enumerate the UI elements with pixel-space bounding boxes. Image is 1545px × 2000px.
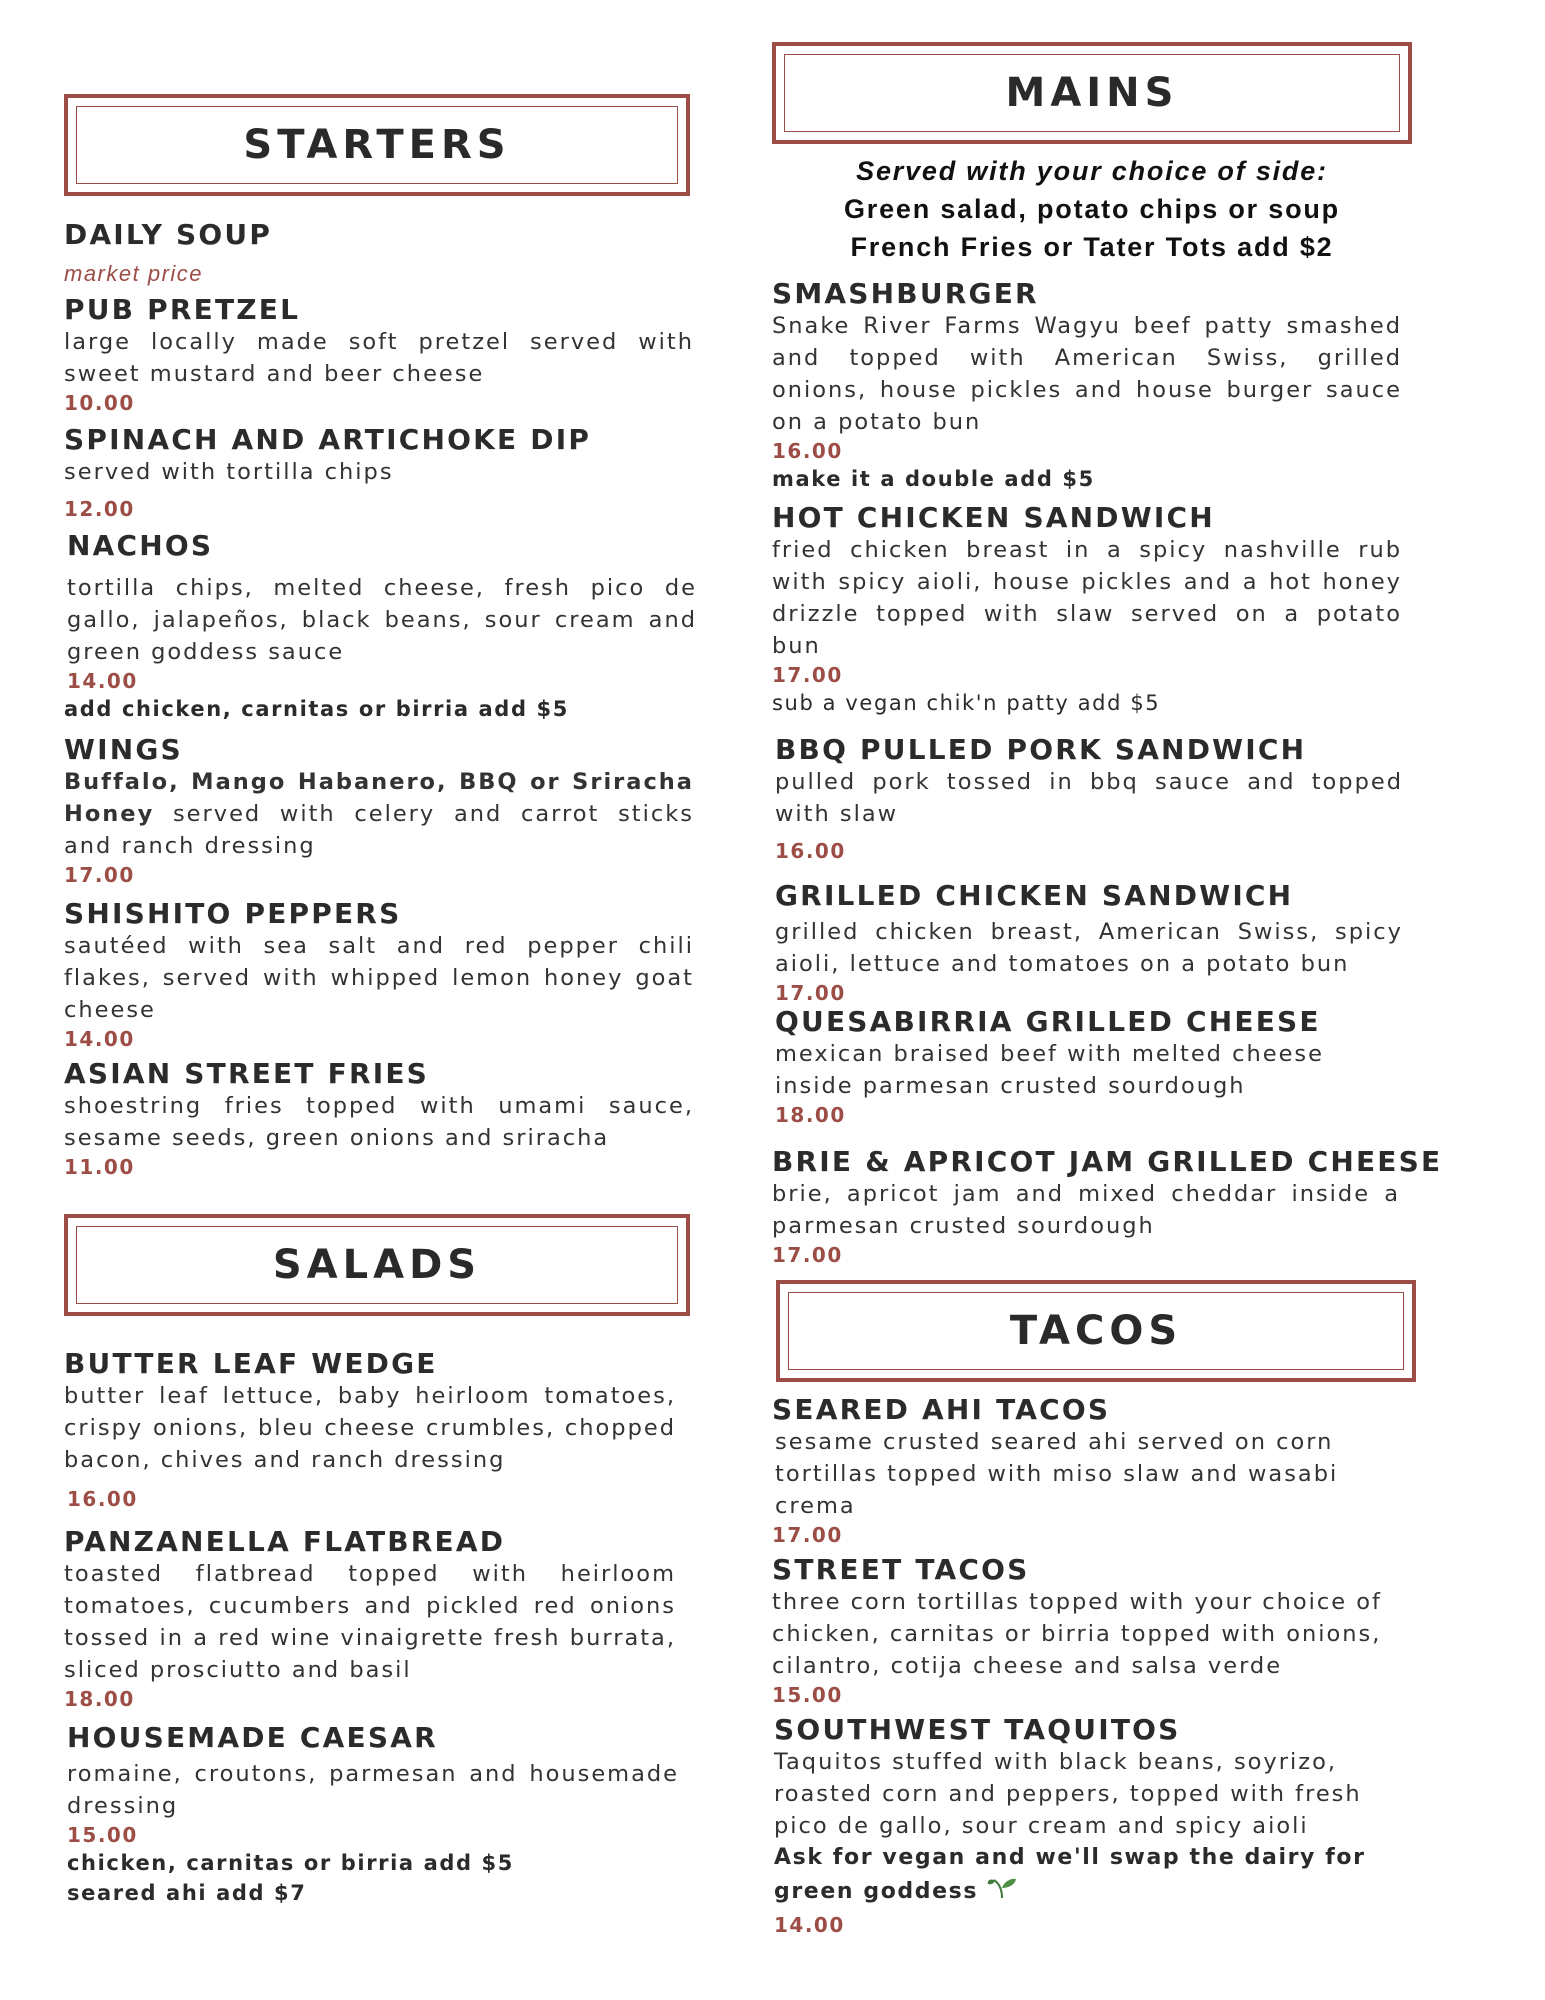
item-description: tortilla chips, melted cheese, fresh pico de gallo, jalapeños, black beans, sour cream and green goddess sauce	[67, 575, 697, 665]
item-description: romaine, croutons, parmesan and housemade dressing	[67, 1761, 679, 1819]
item-price: 17.00	[772, 1243, 843, 1267]
item-addon: make it a double add $5	[772, 467, 1095, 491]
item-name: GRILLED CHICKEN SANDWICH	[775, 879, 1294, 912]
menu-item-shishito	[64, 898, 694, 1052]
item-description: sautéed with sea salt and red pepper chili flakes, served with whipped lemon honey goat cheese	[64, 933, 694, 1023]
wing-description: served with celery and carrot sticks and ranch dressing	[64, 801, 694, 859]
item-name: PUB PRETZEL	[64, 293, 301, 326]
menu-item-spinach-dip	[64, 424, 694, 522]
item-price: 18.00	[64, 1687, 135, 1711]
section-title: SALADS	[272, 1242, 482, 1288]
item-description: served with tortilla chips	[64, 459, 394, 485]
menu-item-bbq-pork	[775, 734, 1403, 864]
side-note-line: Served with your choice of side:	[856, 156, 1328, 186]
item-name: NACHOS	[67, 529, 214, 562]
item-price: 15.00	[772, 1683, 843, 1707]
item-name: SPINACH AND ARTICHOKE DIP	[64, 423, 592, 456]
item-addon: add chicken, carnitas or birria add $5	[64, 697, 569, 721]
mains-header	[772, 42, 1412, 144]
item-price: 18.00	[775, 1103, 846, 1127]
menu-item-quesabirria	[775, 1006, 1403, 1128]
menu-item-wings	[64, 734, 694, 888]
item-price: 10.00	[64, 391, 135, 415]
item-description: sesame crusted seared ahi served on corn tortillas topped with miso slaw and wasabi crema	[775, 1429, 1339, 1519]
item-price: 16.00	[67, 1487, 138, 1511]
menu-item-pub-pretzel	[64, 294, 694, 416]
item-description: large locally made soft pretzel served with sweet mustard and beer cheese	[64, 329, 694, 387]
item-description: toasted flatbread topped with heirloom tomatoes, cucumbers and pickled red onions tossed in a red wine vinaigrette fresh burrata, sliced prosciutto and basil	[64, 1561, 676, 1683]
menu-item-ahi-tacos	[772, 1394, 1372, 1548]
menu-item-daily-soup	[64, 219, 694, 289]
item-description: pulled pork tossed in bbq sauce and topped with slaw	[775, 769, 1403, 827]
item-description: Snake River Farms Wagyu beef patty smashed and topped with American Swiss, grilled onions, house pickles and house burger sauce on a potato bun	[772, 313, 1402, 435]
item-name: STREET TACOS	[772, 1553, 1030, 1586]
item-description: grilled chicken breast, American Swiss, spicy aioli, lettuce and tomatoes on a potato bun	[775, 919, 1403, 977]
item-description	[64, 766, 694, 862]
item-price: 17.00	[775, 981, 846, 1005]
item-name: ASIAN STREET FRIES	[64, 1057, 430, 1090]
item-name: SEARED AHI TACOS	[772, 1393, 1111, 1426]
item-description: shoestring fries topped with umami sauce, sesame seeds, green onions and sriracha	[64, 1093, 694, 1151]
item-price: 17.00	[772, 1523, 843, 1547]
item-price: 16.00	[772, 439, 843, 463]
item-name: BRIE & APRICOT JAM GRILLED CHEESE	[772, 1145, 1443, 1178]
menu-item-butter-leaf	[64, 1348, 676, 1512]
side-note-line: French Fries or Tater Tots add $2	[850, 232, 1334, 262]
section-title: STARTERS	[243, 122, 511, 168]
section-title: TACOS	[1009, 1308, 1183, 1354]
item-name: BBQ PULLED PORK SANDWICH	[775, 733, 1307, 766]
item-description: three corn tortillas topped with your choice of chicken, carnitas or birria topped with onions, cilantro, cotija cheese and salsa verde	[772, 1589, 1382, 1679]
item-price: 14.00	[774, 1913, 845, 1937]
item-description: mexican braised beef with melted cheese inside parmesan crusted sourdough	[775, 1041, 1324, 1099]
tacos-header	[776, 1280, 1416, 1382]
item-price: 12.00	[64, 497, 135, 521]
item-price: 16.00	[775, 839, 846, 863]
sprout-icon	[986, 1874, 1018, 1910]
item-addon: sub a vegan chik'n patty add $5	[772, 691, 1161, 715]
item-addon: chicken, carnitas or birria add $5	[67, 1851, 514, 1875]
menu-item-caesar	[67, 1722, 679, 1908]
menu-item-hot-chicken	[772, 502, 1402, 718]
item-name: WINGS	[64, 733, 183, 766]
item-name: PANZANELLA FLATBREAD	[64, 1525, 506, 1558]
item-price: 14.00	[64, 1027, 135, 1051]
item-description: fried chicken breast in a spicy nashville rub with spicy aioli, house pickles and a hot honey drizzle topped with slaw served on a potato bun	[772, 537, 1402, 659]
item-price: 15.00	[67, 1823, 138, 1847]
item-price: 11.00	[64, 1155, 135, 1179]
menu-item-taquitos	[774, 1714, 1374, 1938]
item-description: butter leaf lettuce, baby heirloom tomatoes, crispy onions, bleu cheese crumbles, chopped bacon, chives and ranch dressing	[64, 1383, 676, 1473]
side-choice-note	[772, 152, 1412, 266]
menu-item-asian-fries	[64, 1058, 694, 1180]
menu-item-panzanella	[64, 1526, 676, 1712]
item-price: 14.00	[67, 669, 138, 693]
item-name: HOT CHICKEN SANDWICH	[772, 501, 1215, 534]
item-name: HOUSEMADE CAESAR	[67, 1721, 438, 1754]
item-addon: seared ahi add $7	[67, 1881, 307, 1905]
item-description: brie, apricot jam and mixed cheddar inside a parmesan crusted sourdough	[772, 1181, 1400, 1239]
side-note-line: Green salad, potato chips or soup	[844, 194, 1340, 224]
menu-item-brie	[772, 1145, 1443, 1268]
wing-flavors: Buffalo, Mango Habanero, BBQ or Sriracha Honey	[64, 769, 694, 827]
menu-item-grilled-chicken	[775, 880, 1403, 1006]
item-name: SHISHITO PEPPERS	[64, 897, 402, 930]
menu-item-nachos	[64, 529, 697, 724]
item-addon	[774, 1842, 1394, 1910]
item-note: market price	[64, 261, 204, 286]
item-name: DAILY SOUP	[64, 218, 273, 251]
item-name: SOUTHWEST TAQUITOS	[774, 1713, 1181, 1746]
item-name: QUESABIRRIA GRILLED CHEESE	[775, 1005, 1321, 1038]
menu-item-smashburger	[772, 278, 1402, 494]
item-price: 17.00	[772, 663, 843, 687]
item-description: Taquitos stuffed with black beans, soyrizo, roasted corn and peppers, topped with fresh pico de gallo, sour cream and spicy aioli	[774, 1749, 1362, 1839]
menu-item-street-tacos	[772, 1554, 1392, 1708]
salads-header	[64, 1214, 690, 1316]
section-title: MAINS	[1005, 70, 1179, 116]
item-price: 17.00	[64, 863, 135, 887]
item-name: SMASHBURGER	[772, 277, 1039, 310]
vegan-note: Ask for vegan and we'll swap the dairy for green goddess	[774, 1845, 1366, 1904]
starters-header	[64, 94, 690, 196]
item-name: BUTTER LEAF WEDGE	[64, 1347, 438, 1380]
